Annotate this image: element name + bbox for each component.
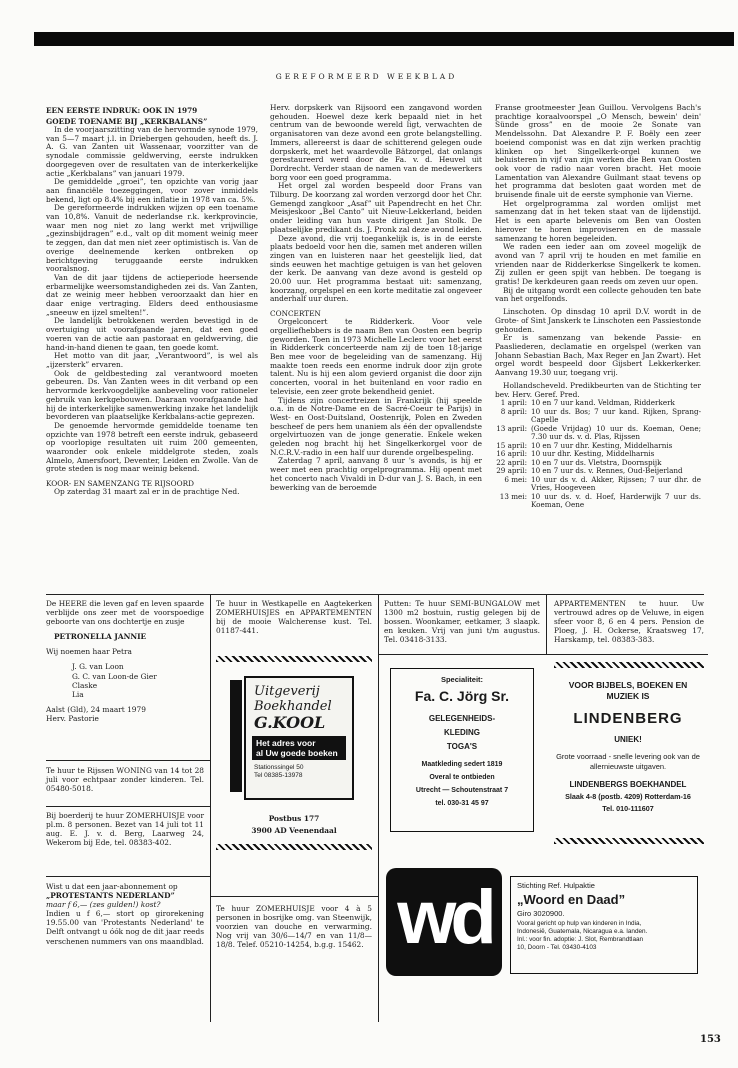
jorg-line: KLEDING — [444, 728, 480, 737]
article-title: EEN EERSTE INDRUK: OOK IN 1979 — [46, 106, 198, 115]
column-3 — [495, 104, 701, 584]
paragraph: We raden een ieder aan om zoveel mogelijk de avond van 7 april vrij te houden en met familie en vrienden naar de Ridderkerkse Singelkerk te komen. Zij zullen er geen spijt van hebben. De toegang is gratis! De kerkdeuren gaan reeds om zeven uur open. — [495, 242, 701, 287]
kool-phone: Tel 08385-13978 — [254, 772, 303, 779]
paragraph: Er is samenzang van bekende Passie- en Paasliederen, declamatie en orgelspel (werken van Johann Sebastian Bach, Max Reger en Jan Zwart). Het orgel wordt bespeeld door Gijsbert Lekkerkerker. Aanvang 19.30 uur, toegang vrij. — [495, 333, 701, 378]
woord-name: „Woord en Daad” — [517, 892, 626, 907]
schedule-text: (Goede Vrijdag) 10 uur ds. Koeman, Oene; 7.30 uur ds. v. d. Plas, Rijssen — [531, 423, 701, 442]
column-1 — [46, 104, 258, 584]
zigzag-border — [554, 838, 704, 844]
kool-postbus: Postbus 177 — [268, 814, 320, 823]
paragraph: De genoemde hervormde gemiddelde toename ten opzichte van 1978 betreft een eerste indruk, gebaseerd op voorlopige resultaten uit ruim 200 gemeenten, waaronder ook enkele middelgrote steden, zoals Almelo, Amersfoort, Deventer, Leiden en Zwolle. Van de grote steden is nog maar weinig bekend. — [46, 420, 258, 474]
kool-line: Boekhandel — [254, 699, 332, 714]
jorg-line: tel. 030-31 45 97 — [435, 800, 489, 807]
schedule-text: 10 uur ds. v. d. Hoef, Harderwijk 7 uur ds. Koeman, Oene — [531, 491, 701, 510]
section-title: CONCERTEN — [270, 309, 321, 319]
divider — [378, 594, 379, 1022]
parent-name: G. C. van Loon-de Gier — [72, 671, 157, 681]
top-black-bar — [34, 32, 734, 46]
paragraph: Bij de uitgang wordt een collecte gehouden ten bate van het orgelfonds. — [495, 285, 701, 304]
lindenberg-address: Slaak 4-8 (postb. 4209) Rotterdam-16 — [565, 792, 691, 801]
zigzag-border — [216, 656, 372, 662]
schedule-date: 13 mei: — [499, 491, 527, 501]
subscription-price: maar f 6,— (zes gulden!) kost? — [46, 900, 161, 910]
woord-en-daad-logo — [386, 868, 502, 976]
paragraph: Zaterdag 7 april, aanvang 8 uur 's avonds, is hij er weer met een prachtig orgelprogramma. Hij opent met het concerto nach Vivaldi in D-dur van J. S. Bach, in een bewerking van de beroemde — [270, 456, 482, 492]
jorg-label: Specialiteit: — [440, 675, 484, 684]
book-cover — [244, 676, 354, 800]
jorg-ad — [390, 668, 534, 832]
sibling-name: Lia — [72, 689, 84, 699]
woord-line: Inl.: voor fin. adoptie: J. Slot, Rembrandtlaan — [517, 936, 644, 943]
jorg-name: Fa. C. Jörg Sr. — [414, 688, 510, 704]
lindenberg-shop: LINDENBERGS BOEKHANDEL — [569, 780, 687, 789]
kool-street: Stationssingel 50 — [254, 764, 304, 771]
column-2 — [270, 104, 482, 584]
book-spine — [230, 680, 242, 792]
schedule-date: 15 april: — [496, 440, 527, 450]
paragraph: Het orgel zal worden bespeeld door Frans van Tilburg. De koorzang zal worden verzorgd door het Chr. Gemengd zangkoor „Asaf” uit Papendrecht en het Chr. Meisjeskoor „Bel Canto” uit Nieuw-Lekkerland, beiden onder leiding van hun vaste dirigent Jan Stolk. De plaatselijke predikant ds. J. Pronk zal deze avond leiden. — [270, 181, 482, 234]
parents-list — [72, 662, 204, 698]
schedule-text: 10 en 7 uur dhr. Kesting, Middelharnis — [531, 440, 673, 450]
schedule-date: 6 mei: — [504, 474, 527, 484]
woord-line: Stichting Ref. Hulpaktie — [517, 881, 595, 890]
lindenberg-line: VOOR BIJBELS, BOEKEN EN MUZIEK IS — [568, 680, 688, 701]
paragraph: In de voorjaarszitting van de hervormde synode 1979, van 5—7 maart j.l. in Driebergen gehouden, heeft ds. J. A. G. van Zanten uit Wassenaar, voorzitter van de synodale commissie geldwerving, eerste indrukken doorgegeven over de resultaten van de interkerkelijke actie „Kerkbalans” van januari 1979. — [46, 125, 258, 178]
divider — [378, 654, 708, 655]
schedule-list — [495, 399, 701, 510]
ad-westkapelle: Te huur in Westkapelle en Aagtekerken ZOMERHUISJES en APPARTEMENTEN bij de mooie Walcherense kust. Tel. 01187-441. — [216, 599, 372, 636]
paragraph: De landelijk betrokkenen werden bevestigd in de overtuiging uit voorafgaande jaren, dat een goed voeren van de actie aan pastoraat en geldwerving, die hand-in-hand dienen te gaan, ten goede komt. — [46, 316, 258, 352]
paragraph: De gereformeerde indrukken wijzen op een toename van 10,8%. Vanuit de nederlandse r.k. kerkprovincie, waar men nog niet zo lang werkt met vrijwillige „gezinsbijdragen” e.d., valt op dit moment weinig meer te zeggen, dan dat men niet zeer optimistisch is. Van de overige deelnemende kerken ontbreken op berichtgeving teruggaande eerste indrukken vooralsnog. — [46, 203, 258, 274]
subscription-text: Indien u f 6,— stort op girorekening 19.55.00 van 'Protestants Nederland' te Delft ontvangt u óók nog de dit jaar reeds verschenen nummers van ons maandblad. — [46, 909, 204, 946]
paragraph: Ook de geldbesteding zal verantwoord moeten gebeuren. Ds. Van Zanten wees in dit verband op een hervormde kerkvoogdelijke aanbeveling voor rationeler gebruik van kerkgebouwen. Daaraan voorafgaande had hij de interkerkelijke samenwerking inzake het landelijk bevorderen van plaatselijke Kerkbalans-actie geprezen. — [46, 368, 258, 422]
woord-line: Indonesië, Guatemala, Nicaragua e.a. landen. — [517, 928, 648, 935]
divider — [46, 594, 704, 595]
paragraph: Orgelconcert te Ridderkerk. Voor vele orgelliefhebbers is de naam Ben van Oosten een begrip geworden. Toen in 1973 Michelle Leclerc voor het eerst in Ridderkerk concerteerde nam zij de toen 18-jarige Ben mee voor de begeleiding van de samenzang. Hij maakte toen reeds een enorme indruk door zijn grote talent. Nu is hij een alom gevierd organist die door zijn concerten, vooral in het buitenland en voor radio en televisie, een zeer grote bekendheid geniet. — [270, 317, 482, 396]
jorg-line: GELEGENHEIDS- — [428, 714, 496, 723]
call-name: Wij noemen haar Petra — [46, 647, 132, 657]
kool-name: G.KOOL — [254, 713, 326, 732]
schedule-row — [495, 493, 701, 510]
schedule-date: 13 april: — [496, 423, 527, 433]
paragraph: Herv. dorpskerk van Rijsoord een zangavond worden gehouden. Hoewel deze kerk bepaald niet in het centrum van de bewoonde wereld ligt, verwachten de organisatoren van deze avond een grote belangstelling. Immers, allereerst is daar de schitterend gelegen oude dorpskerk, met het waardevolle Bätzorgel, dat onlangs gerestaureerd werd door de Fa. v. d. Heuvel uit Dordrecht. Verder staan de namen van de medewerkers borg voor een goed programma. — [270, 104, 482, 182]
paragraph: Franse grootmeester Jean Guillou. Vervolgens Bach's prachtige koraalvoorspel „O Mensch, bewein' dein' Sünde gross” en de mooie 2e Sonate van Mendelssohn. Dat Alexandre P. F. Boëly een zeer boeiend componist was en dat zijn werken prachtig klinken op het Singelkerk-orgel kunnen we beluisteren in vijf van zijn werken die Ben van Oosten ook voor de radio naar voren bracht. Het mooie Lamentation van Alexandre Guilmant staat tevens op het programma dat besloten gaat worden met de bruisende finale uit de eerste symphonie van Vierne. — [495, 104, 701, 200]
woord-en-daad-ad — [510, 876, 698, 974]
ad-bungalow-putten: Putten: Te huur SEMI-BUNGALOW met 1300 m2 bostuin, rustig gelegen bij de bossen. Woonkamer, eetkamer, 3 slaapk. en keuken. Vrij van juni t/m augustus. Tel. 03418-3133. — [384, 599, 540, 645]
schedule-text: 10 en 7 uur kand. Veldman, Ridderkerk — [531, 398, 675, 408]
lindenberg-tel: Tel. 010-111607 — [602, 804, 654, 813]
birth-address: Herv. Pastorie — [46, 713, 99, 723]
schedule-date: 8 april: — [500, 406, 527, 416]
ad-zomerhuisje-ede: Bij boerderij te huur ZOMERHUISJE voor pl.m. 8 personen. Bezet van 14 juli tot 11 aug. E. J. v. d. Berg, Laarweg 24, Wekerom bij Ede, tel. 08383-402. — [46, 811, 204, 848]
lindenberg-unique: UNIEK! — [614, 735, 642, 744]
schedule-date: 1 april: — [500, 398, 527, 408]
kool-slogan-box — [252, 736, 346, 760]
paragraph: Deze avond, die vrij toegankelijk is, is in de eerste plaats bedoeld voor hen die, samen met anderen willen zingen van en luisteren naar het geestelijk lied, dat sinds eeuwen het machtige getuigen is van het geloven der kerk. De aanvang van deze avond is gesteld op 20.00 uur. Het programma bestaat uit: samenzang, koorzang, orgelspel en een korte meditatie zal ongeveer anderhalf uur duren. — [270, 233, 482, 304]
woord-line: Vooral gericht op hulp van kinderen in India, — [517, 920, 642, 927]
schedule-date: 29 april: — [496, 466, 527, 476]
divider — [210, 896, 378, 897]
schedule-row — [495, 425, 701, 442]
masthead: GEREFORMEERD WEEKBLAD — [275, 72, 458, 81]
kool-slogan: al Uw goede boeken — [256, 748, 338, 758]
paragraph: De gemiddelde „groei”, ten opzichte van vorig jaar aan financiële toezeggingen, voor zover inmiddels bekend, ligt op 8.4% bij een inflatie in 1978 van ca. 5%. — [46, 177, 258, 204]
schedule-row — [495, 476, 701, 493]
paragraph: Hollandscheveld. Predikbeurten van de Stichting ter bev. Herv. Geref. Pred. — [495, 380, 701, 399]
ad-protestants-nederland — [46, 882, 204, 946]
paragraph: Van de dit jaar tijdens de actieperiode heersende erbarmelijke weersomstandigheden zei ds. Van Zanten, dat ze weinig meer hebben veroorzaakt dan hier en daar enige vertraging. Elders deed enthousiasme „sneeuw en ijzel smelten!”. — [46, 272, 258, 317]
article-title: GOEDE TOENAME BIJ „KERKBALANS” — [46, 117, 208, 126]
schedule-text: 10 en 7 uur ds. Vletstra, Doornspijk — [531, 457, 662, 467]
kool-city: 3900 AD Veenendaal — [251, 826, 337, 835]
birth-announcement — [46, 599, 204, 723]
birth-text: De HEERE die leven gaf en leven spaarde verblijde ons zeer met de voorspoedige geboorte van ons dochtertje en zusje — [46, 599, 204, 627]
schedule-date: 22 april: — [496, 457, 527, 467]
divider — [46, 806, 210, 807]
jorg-line: Overal te ontbieden — [429, 774, 495, 781]
schedule-text: 10 uur dhr. Kesting, Middelharnis — [531, 449, 655, 459]
lindenberg-name: LINDENBERG — [573, 710, 683, 727]
subscription-title: „PROTESTANTS NEDERLAND” — [46, 891, 175, 901]
paragraph: Tijdens zijn concertreizen in Frankrijk (hij speelde o.a. in de Notre-Dame en de Sacré-Coeur te Parijs) in West- en Oost-Duitsland, Oostenrijk, Polen en Zweden bescheef de pers hem unaniem als één der opvallendste orgelvirtuozen van de jonge generatie. Enkele weken geleden nog bracht hij het Singelkerkorgel voor de N.C.R.V.-radio in een half uur durende orgelbespeling. — [270, 395, 482, 457]
schedule-text: 10 uur ds. Bos; 7 uur kand. Rijken, Sprang-Capelle — [531, 406, 701, 425]
sibling-name: Claske — [72, 680, 98, 690]
article-title: KOOR- EN SAMENZANG TE RIJSOORD — [46, 479, 194, 489]
page-number: 153 — [700, 1034, 721, 1045]
schedule-date: 16 april: — [496, 449, 527, 459]
paragraph: Op zaterdag 31 maart zal er in de prachtige Ned. — [54, 487, 240, 497]
schedule-text: 10 uur ds v. d. Akker, Rijssen; 7 uur dhr. de Vries, Hoogeveen — [531, 474, 701, 493]
ad-rijssen: Te huur te Rijssen WONING van 14 tot 28 juli voor echtpaar zonder kinderen. Tel. 05480-5018. — [46, 766, 204, 794]
divider — [46, 876, 210, 877]
zigzag-border — [554, 662, 704, 668]
ad-zomerhuisje-steenwijk: Te huur ZOMERHUISJE voor 4 à 5 personen in bosrijke omg. van Steenwijk, voorzien van douche en verwarming. Nog vrij van 30/6—14/7 en van 11/8—18/8. Telef. 05210-14254, b.g.g. 15462. — [216, 904, 372, 950]
jorg-line: Utrecht — Schoutenstraat 7 — [415, 787, 509, 794]
divider — [210, 594, 211, 1022]
wd-logo-text: wd — [397, 875, 491, 960]
jorg-line: TOGA'S — [446, 742, 478, 751]
kool-line: Uitgeverij — [254, 684, 320, 699]
ad-appartementen: APPARTEMENTEN te huur. Uw vertrouwd adres op de Veluwe, in eigen sfeer voor 8, 6 en 4 pers. Pension de Ploeg, J. H. Ockerse, Kraatsweg 17, Harskamp, tel. 08383-383. — [554, 599, 704, 645]
zigzag-border — [216, 844, 372, 850]
paragraph: Het motto van dit jaar, „Verantwoord”, is wel als „ijzersterk” ervaren. — [46, 351, 258, 369]
kool-bookshop-ad — [230, 676, 356, 798]
paragraph: Linschoten. Op dinsdag 10 april D.V. wordt in de Grote- of Sint Janskerk te Linschoten een Passiestonde gehouden. — [495, 307, 701, 334]
parent-name: J. G. van Loon — [72, 662, 124, 672]
woord-giro: Giro 3020900. — [517, 909, 565, 918]
paragraph: Het orgelprogramma zal worden omlijst met samenzang dat in het teken staat van de lijdenstijd. Het is een aparte belevenis om Ben van Oosten hierover te horen improviseren en de massale samenzang te horen begeleiden. — [495, 198, 701, 243]
schedule-row — [495, 408, 701, 425]
kool-slogan: Het adres voor — [256, 738, 316, 748]
divider — [46, 760, 210, 761]
baby-name: PETRONELLA JANNIE — [54, 632, 147, 642]
lindenberg-ad — [552, 680, 704, 813]
divider — [546, 594, 547, 654]
birth-place: Aalst (Gld), 24 maart 1979 — [46, 704, 146, 714]
subscription-text: Wist u dat een jaar-abonnement op — [46, 882, 178, 891]
woord-line: 10, Doorn - Tel. 03430-4103 — [517, 944, 597, 951]
lindenberg-text: Grote voorraad - snelle levering ook van de allernieuwste uitgaven. — [556, 752, 700, 771]
schedule-text: 10 en 7 uur ds. v. Rennes, Oud-Beijerland — [531, 466, 683, 476]
jorg-line: Maatkleding sedert 1819 — [421, 761, 503, 768]
